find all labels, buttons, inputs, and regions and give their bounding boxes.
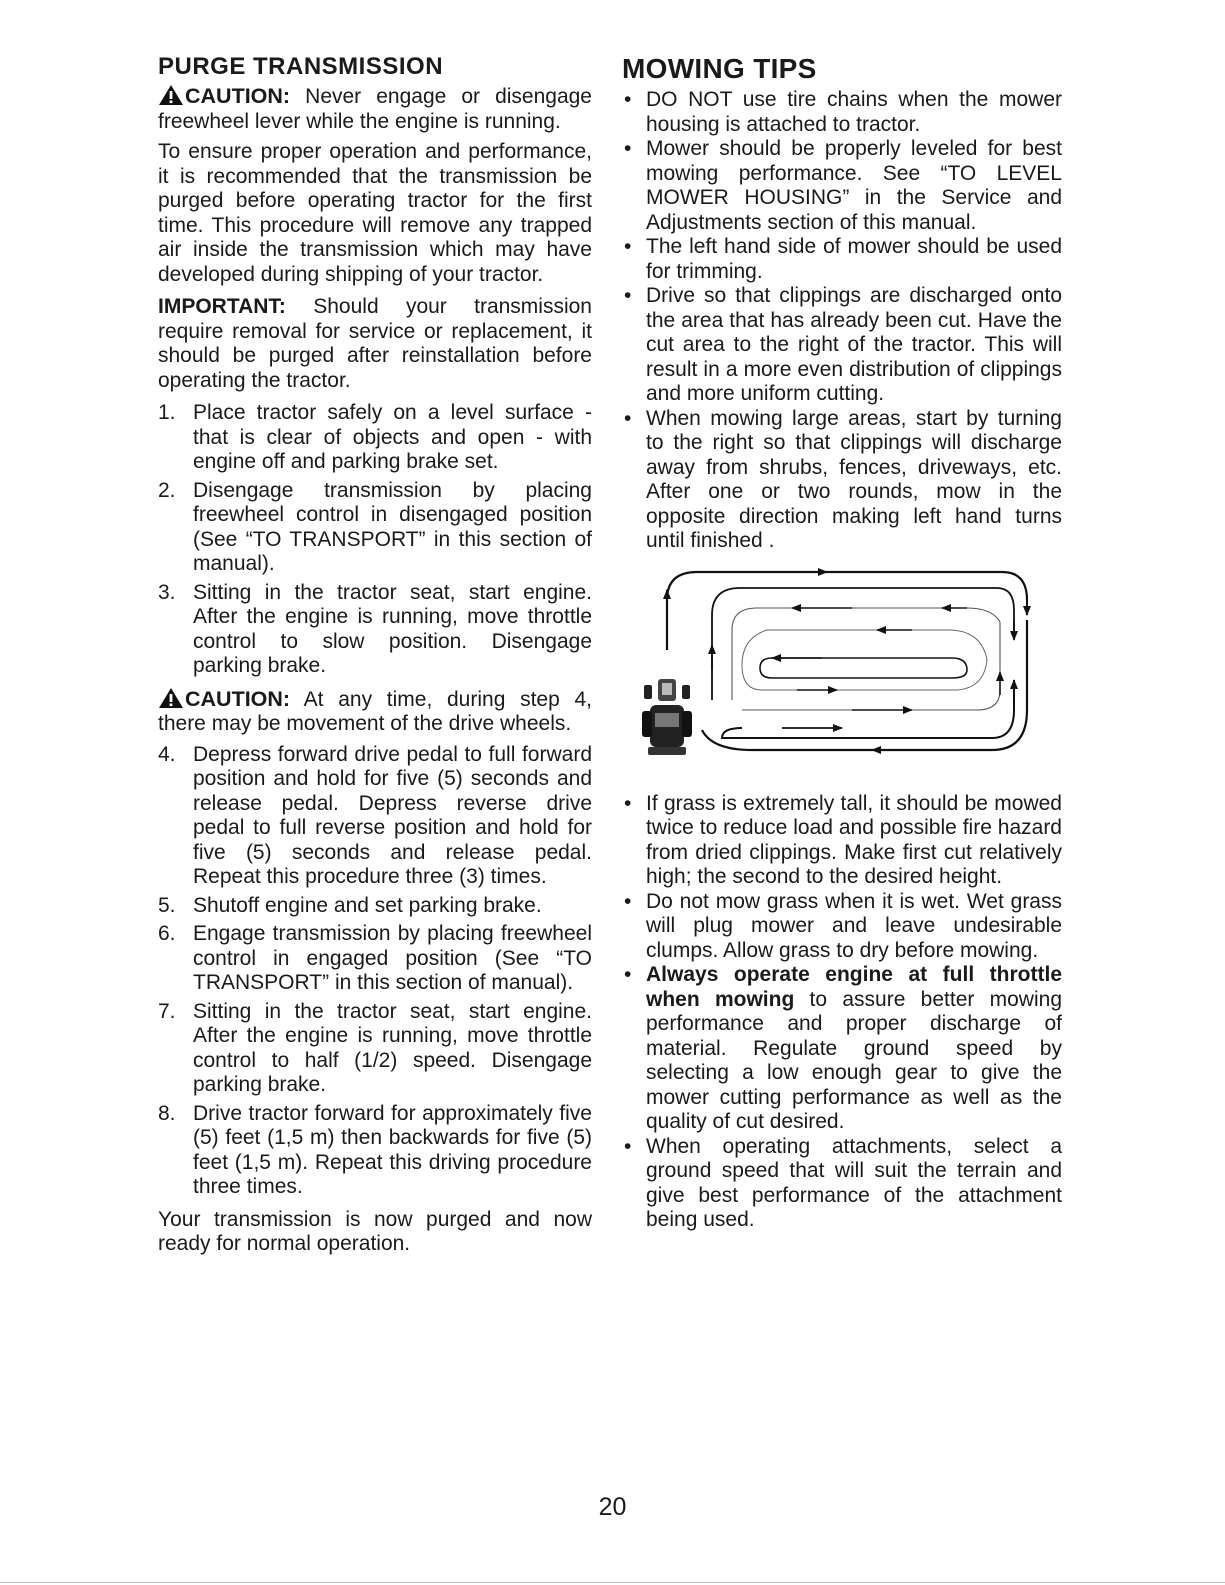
intro-paragraph: To ensure proper operation and performance, it is recommended that the transmission be purged before operating tractor for the first time. This procedure will remove any trapped air inside the transmission which may have developed during shipping of your tractor.	[158, 140, 592, 286]
tip-item	[622, 792, 1062, 890]
step-text: Shutoff engine and set parking brake.	[193, 893, 542, 917]
steps-list-a	[158, 401, 592, 679]
bullet: •	[624, 137, 632, 160]
step-number: 5.	[158, 893, 176, 917]
bullet: •	[624, 963, 632, 986]
step-item	[158, 1000, 592, 1098]
bullet: •	[624, 235, 632, 258]
mowing-tips-section	[622, 52, 1062, 1233]
tip-text: Do not mow grass when it is wet. Wet grass will plug mower and leave undesirable clumps. Allow grass to dry before mowing.	[646, 889, 1062, 962]
tip-item	[622, 1135, 1062, 1233]
step-number: 3.	[158, 580, 176, 604]
tips-list-a	[622, 88, 1062, 554]
bottom-return-path	[722, 680, 1014, 738]
tractor-icon	[642, 679, 692, 755]
step-item	[158, 581, 592, 679]
tip-item	[622, 235, 1062, 284]
inner-pass-2	[742, 630, 987, 690]
mowing-tips-heading: MOWING TIPS	[622, 53, 817, 84]
step-item	[158, 479, 592, 577]
step-number: 6.	[158, 922, 176, 945]
warning-triangle-icon	[158, 84, 184, 106]
second-pass-path	[712, 588, 1014, 700]
step-number: 8.	[158, 1101, 176, 1125]
step-text: Sitting in the tractor seat, start engine. After the engine is running, move throttle control to slow position. Disengage parking brake.	[193, 580, 592, 677]
tip-item	[622, 407, 1062, 554]
caution-text: At any time, during step 4, there may be movement of the drive wheels.	[158, 687, 592, 735]
inner-pass-3	[760, 658, 967, 678]
bullet: •	[624, 284, 632, 307]
tip-text: DO NOT use tire chains when the mower housing is attached to tractor.	[646, 88, 1062, 136]
step-text: Engage transmission by placing freewheel control in engaged position (See “TO TRANSPORT” in this section of manual).	[193, 922, 592, 994]
important-paragraph	[158, 295, 592, 393]
mowing-pattern-diagram	[622, 560, 1062, 782]
tip-text: When mowing large areas, start by turning to the right so that clippings will discharge away from shrubs, fences, driveways, etc. After one or two rounds, mow in the opposite direction making left hand turns until finished .	[646, 406, 1062, 552]
tip-item	[622, 88, 1062, 137]
bullet: •	[624, 406, 632, 430]
step-number: 2.	[158, 478, 176, 502]
tip-item	[622, 137, 1062, 235]
bullet: •	[624, 1134, 632, 1158]
bullet: •	[624, 889, 632, 913]
caution-label: CAUTION:	[185, 686, 291, 711]
tip-text: When operating attachments, select a ground speed that will suit the terrain and give best performance of the attachment being used.	[646, 1134, 1062, 1231]
outer-pass-path	[667, 572, 1027, 650]
step-text: Drive tractor forward for approximately five (5) feet (1,5 m) then backwards for five (5) feet (1,5 m). Repeat this driving procedure three times.	[193, 1101, 592, 1198]
tip-item-throttle	[622, 963, 1062, 1135]
tip-item	[622, 284, 1062, 407]
step-text: Disengage transmission by placing freewheel control in disengaged position (See “TO TRANSPORT” in this section of manual).	[193, 478, 592, 575]
bullet: •	[624, 88, 632, 111]
bottom-rule	[0, 1582, 1225, 1583]
step-number: 4.	[158, 742, 176, 766]
step-text: Depress forward drive pedal to full forward position and hold for five (5) seconds and release pedal. Depress reverse drive pedal to full reverse position and hold for five (5) seconds and release pedal. Repeat this procedure three (3) times.	[193, 742, 592, 888]
bullet: •	[624, 791, 632, 815]
tip-text: Drive so that clippings are discharged onto the area that has already been cut. Have the cut area to the right of the tractor. This will result in a more even distribution of clippings and more uniform cutting.	[646, 284, 1062, 405]
step-item	[158, 894, 592, 919]
caution-text: Never engage or disengage freewheel lever while the engine is running.	[158, 85, 592, 133]
tip-bold-text: Always operate engine at full throttle when mowing	[646, 963, 1062, 1011]
step-number: 7.	[158, 999, 176, 1023]
page-number: 20	[598, 1493, 627, 1521]
closing-paragraph: Your transmission is now purged and now ready for normal operation.	[158, 1207, 592, 1255]
step-text: Sitting in the tractor seat, start engine. After the engine is running, move throttle control to half (1/2) speed. Disengage parking brake.	[193, 999, 592, 1096]
caution-label: CAUTION:	[185, 84, 291, 108]
tip-text: Mower should be properly leveled for best mowing performance. See “TO LEVEL MOWER HOUSING” in the Service and Adjustments section of this manual.	[646, 137, 1062, 234]
step-number: 1.	[158, 401, 176, 424]
warning-triangle-icon	[158, 687, 184, 709]
tip-text: The left hand side of mower should be used for trimming.	[646, 235, 1062, 283]
step-item	[158, 401, 592, 475]
purge-transmission-heading: PURGE TRANSMISSION	[158, 53, 444, 80]
caution-paragraph-1	[158, 84, 592, 134]
step-text: Place tractor safely on a level surface - that is clear of objects and open - with engine off and parking brake set.	[193, 401, 592, 473]
step-item	[158, 922, 592, 996]
important-text: Should your transmission require removal for service or replacement, it should be purged after reinstallation before operating the tractor.	[158, 295, 592, 392]
caution-paragraph-2	[158, 687, 592, 737]
tips-list-b	[622, 792, 1062, 1233]
step-item	[158, 743, 592, 890]
steps-list-b	[158, 743, 592, 1200]
mowing-pattern-svg	[622, 560, 1062, 782]
tip-text: If grass is extremely tall, it should be mowed twice to reduce load and possible fire hazard from dried clippings. Make first cut relatively high; the second to the desired height.	[646, 791, 1062, 888]
purge-transmission-section	[158, 52, 592, 1265]
tip-item	[622, 890, 1062, 964]
important-label: IMPORTANT:	[158, 295, 286, 318]
step-item	[158, 1102, 592, 1200]
tip-text: to assure better mowing performance and proper discharge of material. Regulate ground speed by selecting a low enough gear to give the mower cutting performance as well as the quality of cut desired.	[646, 987, 1063, 1133]
